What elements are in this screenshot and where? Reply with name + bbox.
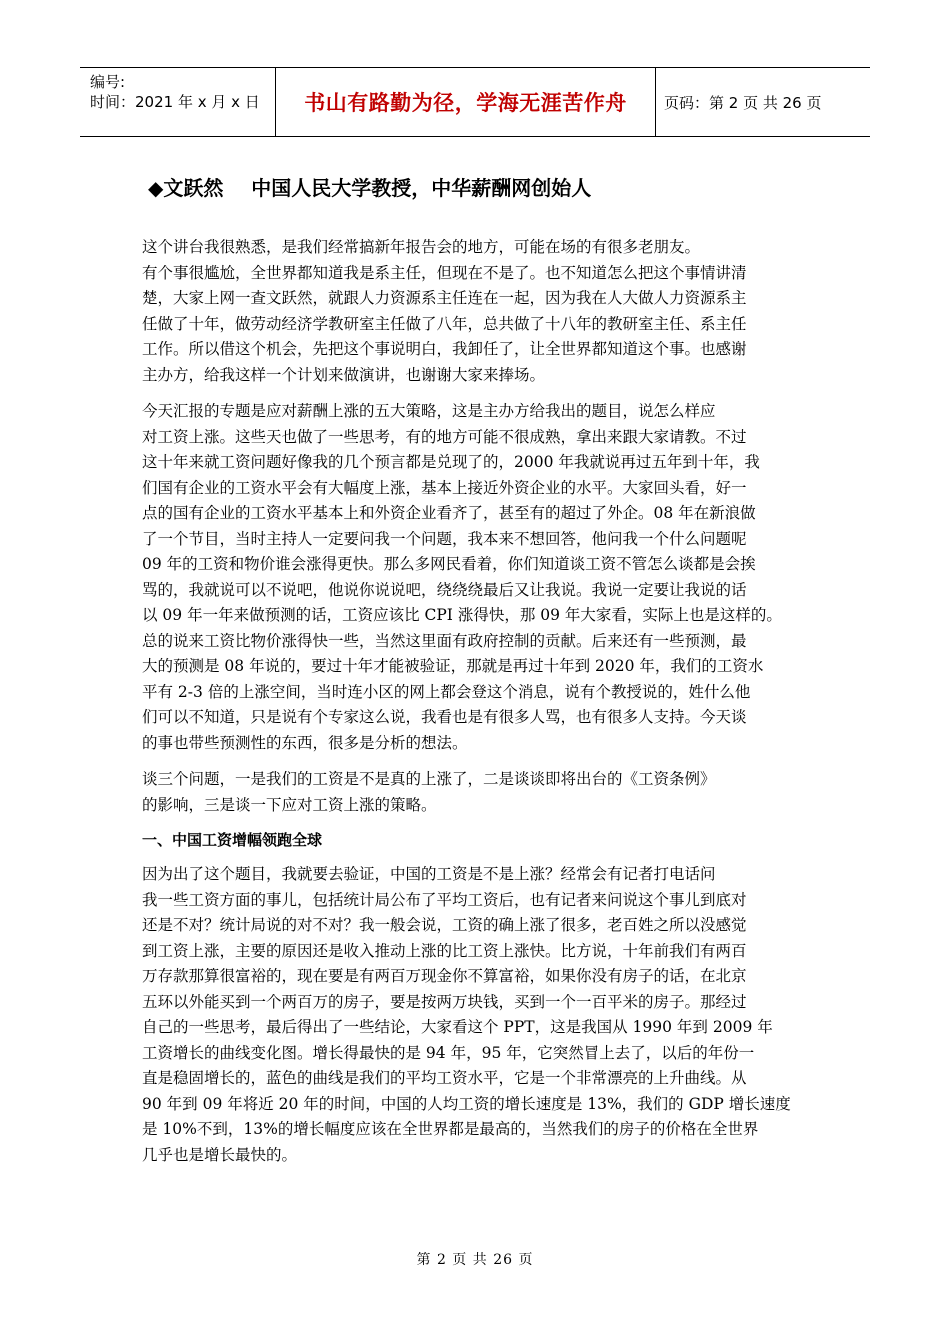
section-paragraph xyxy=(142,862,812,1168)
section-heading: 一、中国工资增幅领跑全球 xyxy=(142,831,323,849)
text-line: 骂的，我就说可以不说吧，他说你说说吧，绕绕绕最后又让我说。我说一定要让我说的话 xyxy=(142,580,747,599)
page-header xyxy=(80,67,870,137)
text-line: 这十年来就工资问题好像我的几个预言都是兑现了的，2000 年我就说再过五年到十年，我 xyxy=(142,453,760,471)
text-line: 工作。所以借这个机会，先把这个事说明白，我卸任了，让全世界都知道这个事。也感谢 xyxy=(142,340,747,358)
text-line: 平有 2-3 倍的上涨空间，当时连小区的网上都会登这个消息，说有个教授说的，姓什么他 xyxy=(142,682,751,701)
text-line: 我一些工资方面的事儿，包括统计局公布了平均工资后，也有记者来问说这个事儿到底对 xyxy=(142,890,747,909)
text-line: 楚，大家上网一查文跃然，就跟人力资源系主任连在一起，因为我在人大做人力资源系主 xyxy=(142,289,747,307)
text-line: 自己的一些思考，最后得出了一些结论，大家看这个 PPT，这是我国从 1990 年到 2009 年 xyxy=(142,1018,773,1036)
text-line: 点的国有企业的工资水平基本上和外资企业看齐了，甚至有的超过了外企。08 年在新浪做 xyxy=(142,504,756,522)
text-line: 因为出了这个题目，我就要去验证，中国的工资是不是上涨？经常会有记者打电话问 xyxy=(142,865,716,883)
text-line: 们国有企业的工资水平会有大幅度上涨，基本上接近外资企业的水平。大家回头看，好一 xyxy=(142,478,747,497)
article-body xyxy=(142,235,812,1179)
text-line: 90 年到 09 年将近 20 年的时间，中国的人均工资的增长速度是 13%，我们的 GDP 增长速度 xyxy=(142,1094,791,1113)
document-number-label: 编号: xyxy=(90,73,126,91)
text-line: 谈三个问题，一是我们的工资是不是真的上涨了，二是谈谈即将出台的《工资条例》 xyxy=(142,770,716,788)
text-line: 任做了十年，做劳动经济学教研室主任做了八年，总共做了十八年的教研室主任、系主任 xyxy=(142,314,747,333)
text-line: 总的说来工资比物价涨得快一些，当然这里面有政府控制的贡献。后来还有一些预测，最 xyxy=(142,631,747,650)
text-line: 的事也带些预测性的东西，很多是分析的想法。 xyxy=(142,733,468,752)
text-line: 万存款那算很富裕的，现在要是有两百万现金你不算富裕，如果你没有房子的话，在北京 xyxy=(142,967,747,985)
text-line: 是 10%不到，13%的增长幅度应该在全世界都是最高的，当然我们的房子的价格在全世界 xyxy=(142,1120,759,1138)
paragraph-1 xyxy=(142,235,812,388)
text-line: 了一个节目，当时主持人一定要问我一个问题，我本来不想回答，他问我一个什么问题呢 xyxy=(142,529,747,548)
text-line: 今天汇报的专题是应对薪酬上涨的五大策略，这是主办方给我出的题目，说怎么样应 xyxy=(142,402,716,420)
text-line: 09 年的工资和物价谁会涨得更快。那么多网民看着，你们知道谈工资不管怎么谈都是会挨 xyxy=(142,555,756,573)
text-line: 五环以外能买到一个两百万的房子，要是按两万块钱，买到一个一百平米的房子。那经过 xyxy=(142,992,747,1011)
text-line: 们可以不知道，只是说有个专家这么说，我看也是有很多人骂，也有很多人支持。今天谈 xyxy=(142,708,747,726)
header-page-info: 页码：第 2 页 共 26 页 xyxy=(664,93,822,112)
header-motto: 书山有路勤为径，学海无涯苦作舟 xyxy=(276,68,656,136)
text-line: 到工资上涨，主要的原因还是收入推动上涨的比工资上涨快。比方说，十年前我们有两百 xyxy=(142,941,747,960)
document-date: 时间：2021 年 x 月 x 日 xyxy=(90,93,260,111)
header-meta xyxy=(80,68,276,136)
text-line: 以 09 年一年来做预测的话，工资应该比 CPI 涨得快，那 09 年大家看，实际上也是这样的。 xyxy=(142,606,782,624)
text-line: 还是不对？统计局说的对不对？我一般会说，工资的确上涨了很多，老百姓之所以没感觉 xyxy=(142,916,747,934)
text-line: 有个事很尴尬，全世界都知道我是系主任，但现在不是了。也不知道怎么把这个事情讲清 xyxy=(142,263,747,282)
paragraph-2 xyxy=(142,399,812,756)
text-line: 主办方，给我这样一个计划来做演讲，也谢谢大家来捧场。 xyxy=(142,365,546,384)
page-footer: 第 2 页 共 26 页 xyxy=(416,1252,534,1268)
article-title: ◆文跃然 中国人民大学教授，中华薪酬网创始人 xyxy=(148,176,592,200)
paragraph-3 xyxy=(142,767,812,818)
text-line: 几乎也是增长最快的。 xyxy=(142,1145,298,1164)
text-line: 对工资上涨。这些天也做了一些思考，有的地方可能不很成熟，拿出来跟大家请教。不过 xyxy=(142,427,747,446)
text-line: 直是稳固增长的，蓝色的曲线是我们的平均工资水平，它是一个非常漂亮的上升曲线。从 xyxy=(142,1069,747,1087)
text-line: 工资增长的曲线变化图。增长得最快的是 94 年，95 年，它突然冒上去了，以后的年份一 xyxy=(142,1043,755,1062)
text-line: 大的预测是 08 年说的，要过十年才能被验证，那就是再过十年到 2020 年，我们的工资水 xyxy=(142,657,764,675)
text-line: 这个讲台我很熟悉，是我们经常搞新年报告会的地方，可能在场的有很多老朋友。 xyxy=(142,238,701,256)
text-line: 的影响，三是谈一下应对工资上涨的策略。 xyxy=(142,795,437,814)
